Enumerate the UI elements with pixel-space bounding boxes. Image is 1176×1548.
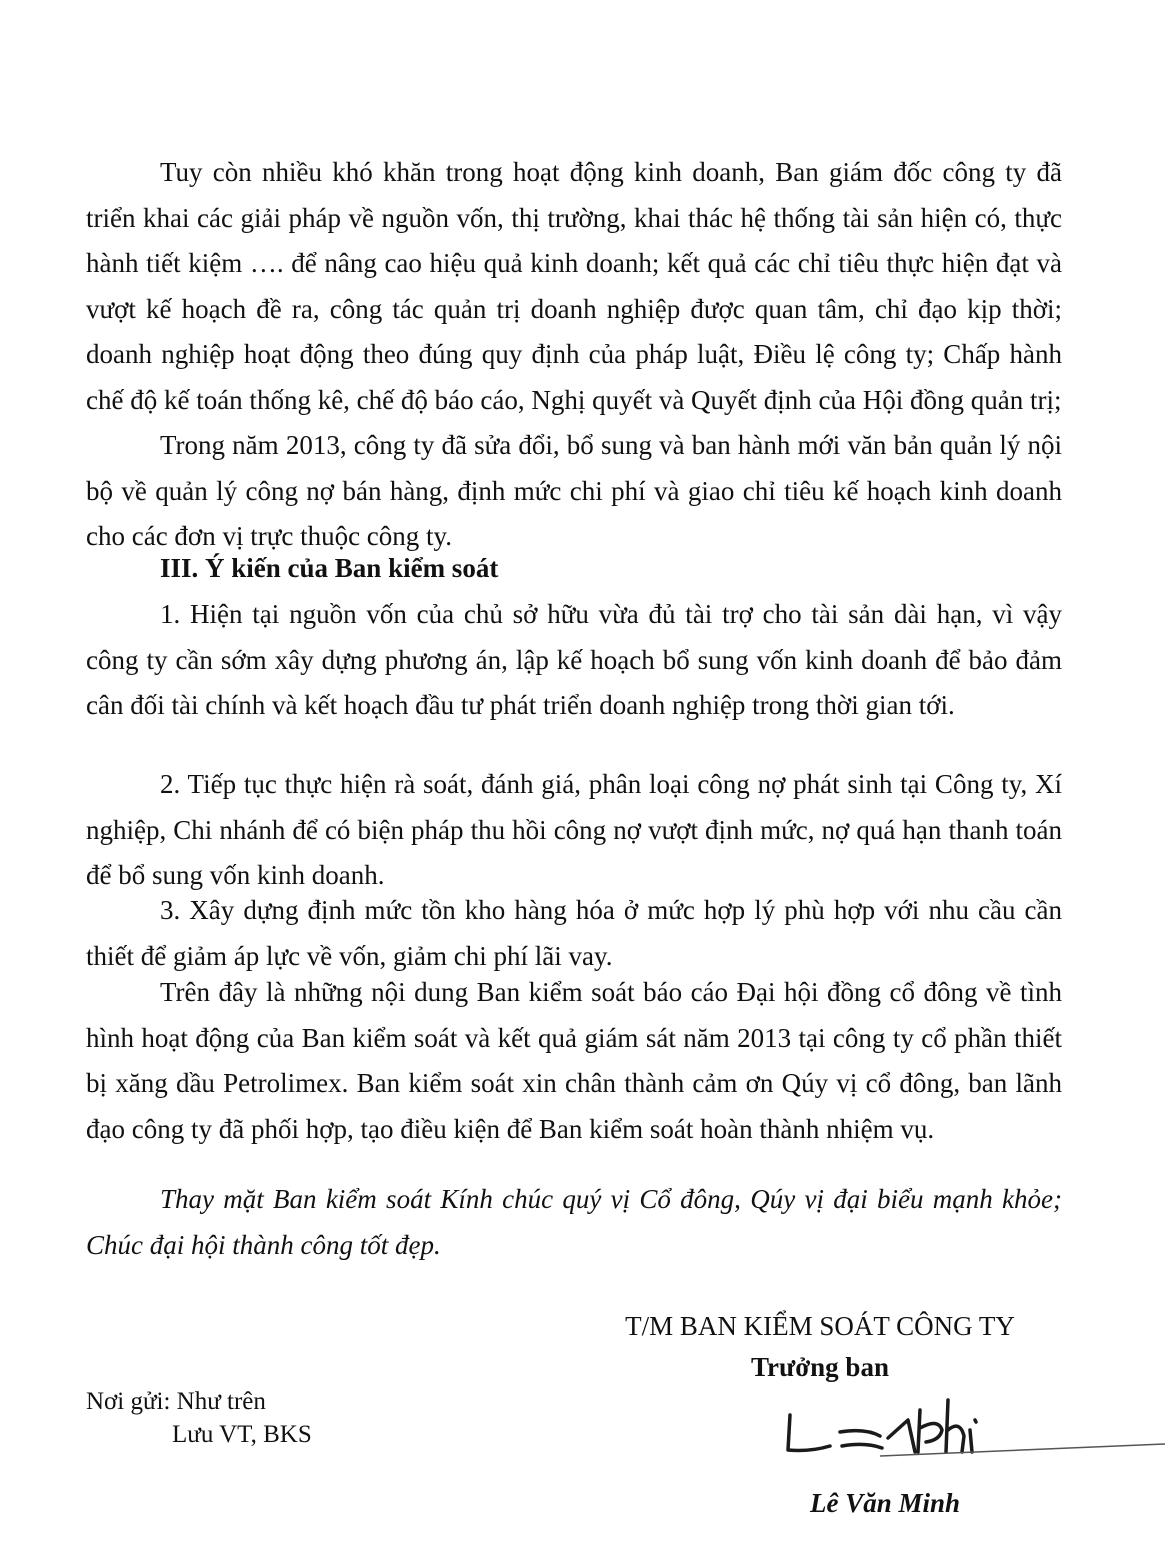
opinion-item-1: 1. Hiện tại nguồn vốn của chủ sở hữu vừa đủ tài trợ cho tài sản dài hạn, vì vậy công ty cần sớm xây dựng phương án, lập kế hoạch bổ sung vốn kinh doanh để bảo đảm cân đối tài chính và kết hoạch đầu tư phát triển doanh nghiệp trong thời gian tới. (86, 599, 1062, 720)
paragraph-internal-regulations: Trong năm 2013, công ty đã sửa đổi, bổ sung và ban hành mới văn bản quản lý nội bộ về quản lý công nợ bán hàng, định mức chi phí và giao chỉ tiêu kế hoạch kinh doanh cho các đơn vị trực thuộc công ty. (86, 430, 1062, 551)
paragraph-management-summary: Tuy còn nhiều khó khăn trong hoạt động kinh doanh, Ban giám đốc công ty đã triển khai các giải pháp về nguồn vốn, thị trường, khai thác hệ thống tài sản hiện có, thực hành tiết kiệm …. để nâng cao hiệu quả kinh doanh; kết quả các chỉ tiêu thực hiện đạt và vượt kế hoạch đề ra, công tác quản trị doanh nghiệp được quan tâm, chỉ đạo kịp thời; doanh nghiệp hoạt động theo đúng quy định của pháp luật, Điều lệ công ty; Chấp hành chế độ kế toán thống kê, chế độ báo cáo, Nghị quyết và Quyết định của Hội đồng quản trị; (86, 157, 1062, 415)
opinion-item-2: 2. Tiếp tục thực hiện rà soát, đánh giá, phân loại công nợ phát sinh tại Công ty, Xí nghiệp, Chi nhánh để có biện pháp thu hồi công nợ vượt định mức, nợ quá hạn thanh toán để bổ sung vốn kinh doanh. (86, 769, 1062, 890)
signer-name: Lê Văn Minh (810, 1488, 961, 1518)
closing-paragraph: Trên đây là những nội dung Ban kiểm soát báo cáo Đại hội đồng cổ đông về tình hình hoạt động của Ban kiểm soát và kết quả giám sát năm 2013 tại công ty cổ phần thiết bị xăng dầu Petrolimex. Ban kiểm soát xin chân thành cảm ơn Qúy vị cổ đông, ban lãnh đạo công ty đã phối hợp, tạo điều kiện để Ban kiểm soát hoàn thành nhiệm vụ. (86, 977, 1062, 1144)
opinion-item-3: 3. Xây dựng định mức tồn kho hàng hóa ở mức hợp lý phù hợp với nhu cầu cần thiết để giảm áp lực về vốn, giảm chi phí lãi vay. (86, 895, 1062, 971)
closing-wishes: Thay mặt Ban kiểm soát Kính chúc quý vị Cổ đông, Qúy vị đại biểu mạnh khỏe; Chúc đại hội thành công tốt đẹp. (86, 1184, 1062, 1260)
recipients-line-1: Nơi gửi: Như trên (86, 1388, 266, 1415)
signature-title: Trưởng ban (751, 1352, 889, 1382)
signature-on-behalf: T/M BAN KIỂM SOÁT CÔNG TY (625, 1311, 1015, 1341)
section-heading: III. Ý kiến của Ban kiểm soát (160, 553, 499, 583)
handwritten-signature (770, 1380, 1170, 1500)
recipients-line-2: Lưu VT, BKS (172, 1421, 312, 1448)
